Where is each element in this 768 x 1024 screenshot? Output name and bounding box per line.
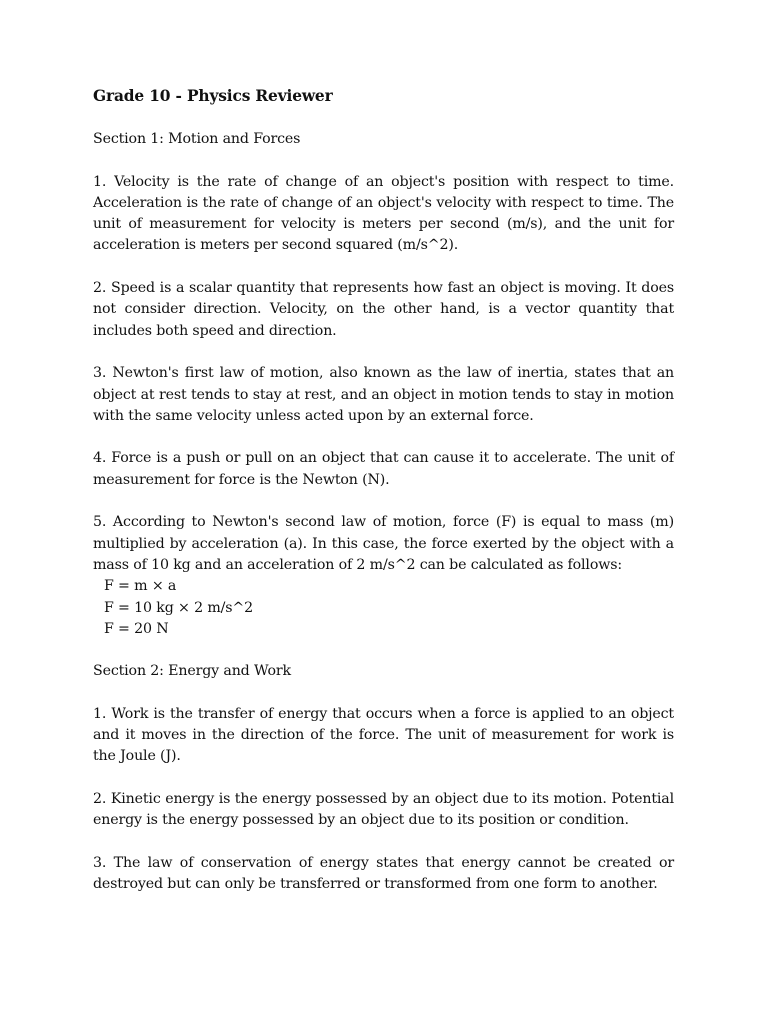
paragraph-force: 4. Force is a push or pull on an object that can cause it to accelerate. The unit of measurement for force is the Newton (N). [93,450,674,488]
section-energy-and-work [93,661,674,895]
paragraph-velocity: 1. Velocity is the rate of change of an object's position with respect to time. Acceleration is the rate of change of an object's velocity with respect to time. The unit of measurement for velocity is meters per second (m/s), and the unit for acceleration is meters per second squared (m/s^2). [93,173,674,254]
section-heading: Section 1: Motion and Forces [93,131,301,148]
formula-line: F = 10 kg × 2 m/s^2 [104,599,254,616]
paragraph-work: 1. Work is the transfer of energy that occurs when a force is applied to an object and it moves in the direction of the force. The unit of measurement for work is the Joule (J). [93,705,674,765]
formula-line: F = m × a [104,578,177,595]
paragraph-newtons-first-law: 3. Newton's first law of motion, also known as the law of inertia, states that an object at rest tends to stay at rest, and an object in motion tends to stay in motion with the same velocity unless acted upon by an external force. [93,365,674,424]
paragraph-newtons-second-law: 5. According to Newton's second law of motion, force (F) is equal to mass (m) multiplied by acceleration (a). In this case, the force exerted by the object with a mass of 10 kg and an acceleration of 2 m/s^2 can be calculated as follows: [93,514,674,573]
formula-block [93,576,674,640]
paragraph-kinetic-potential-energy: 2. Kinetic energy is the energy possessed by an object due to its motion. Potential energy is the energy possessed by an object due to its position or condition. [93,790,674,829]
section-heading: Section 2: Energy and Work [93,663,291,680]
document-page [93,86,674,917]
formula-line: F = 20 N [104,620,169,637]
paragraph-speed: 2. Speed is a scalar quantity that represents how fast an object is moving. It does not consider direction. Velocity, on the other hand, is a vector quantity that includes both speed and direction. [93,280,674,339]
paragraph-conservation-of-energy: 3. The law of conservation of energy states that energy cannot be created or destroyed but can only be transferred or transformed from one form to another. [93,854,674,893]
document-title: Grade 10 - Physics Reviewer [93,87,333,105]
section-motion-and-forces [93,129,674,640]
